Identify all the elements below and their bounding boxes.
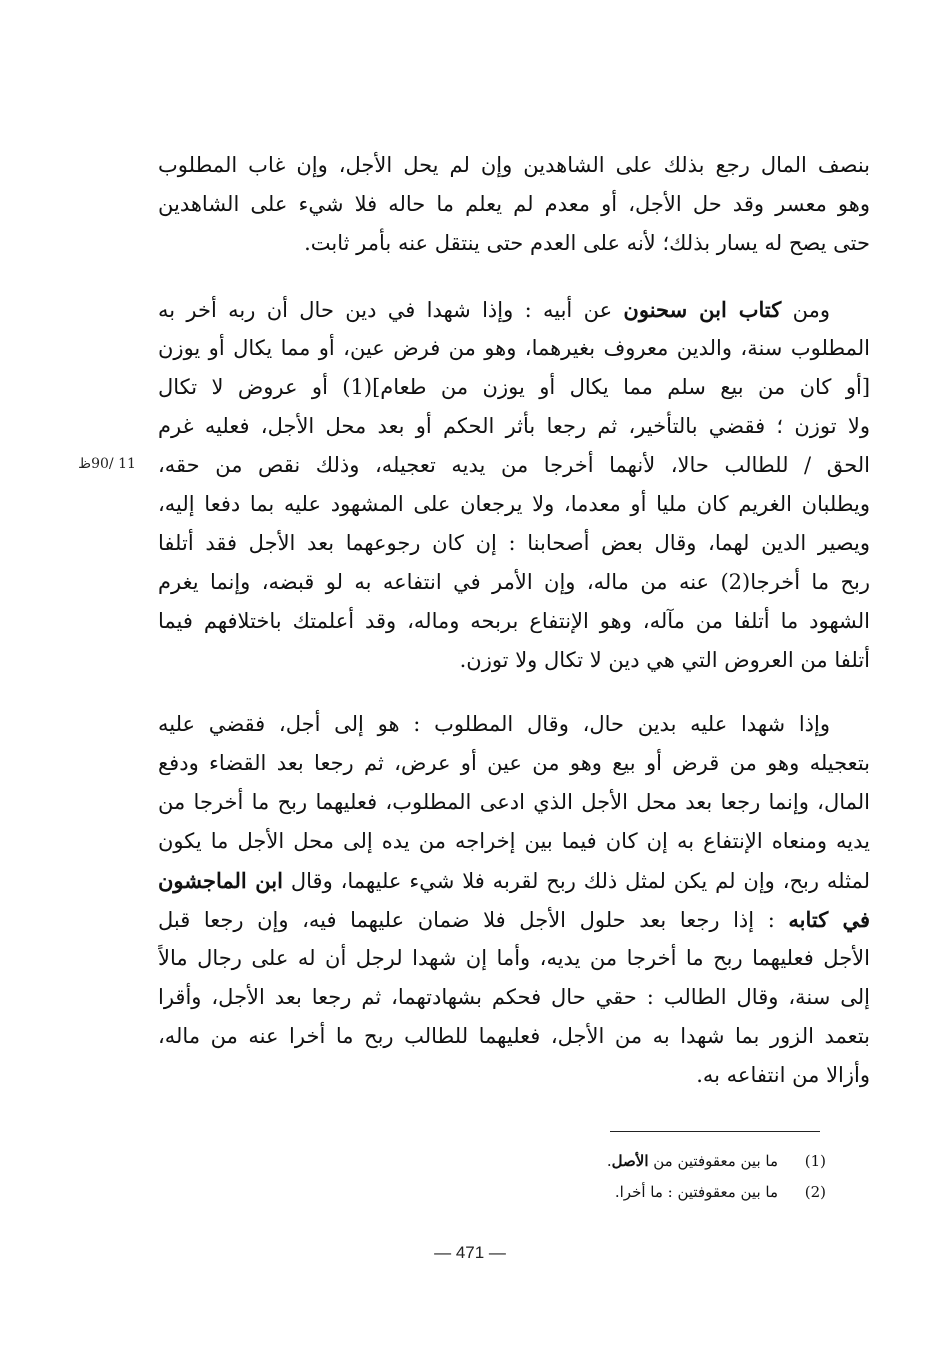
footnote-text: ما بين معقوفتين من	[648, 1152, 778, 1170]
book-reference-bold: في كتابه	[788, 907, 870, 932]
text-line: المطلوب سنة، والدين معروف بغيرهما، وهو من فرض عين، أو مما يكال أو يوزن	[158, 336, 870, 360]
text-segment: لمثله ربح، وإن لم يكن لمثل ذلك ربح لقربه فلا شيء عليهما، وقال	[282, 869, 870, 893]
book-title-bold: كتاب ابن سحنون	[623, 297, 782, 322]
text-line: أتلفا من العروض التي هي دين لا تكال ولا توزن.	[459, 648, 870, 672]
footnote-number: (2)	[804, 1183, 826, 1201]
footnote-text: ما بين معقوفتين : ما أخرا.	[614, 1183, 778, 1201]
footnote-2	[440, 1177, 826, 1208]
paragraph-2	[158, 290, 870, 680]
footnote-text: .	[606, 1152, 612, 1170]
text-line: إلى سنة، وقال الطالب : حقي حال فحكم بشهادتهما، ثم رجعا بعد الأجل، وأقرا	[158, 985, 870, 1009]
text-line: الشهود ما أتلفا من مآله، وهو الإنتفاع بربحه وماله، وقد أعلمتك باختلافهم فيما	[158, 609, 870, 633]
text-line: [أو كان من بيع سلم مما يكال أو يوزن من طعام](1) أو عروض لا تكال	[158, 375, 870, 399]
text-line	[158, 290, 870, 329]
text-line	[158, 861, 870, 900]
text-line: المال، وإنما رجعا بعد محل الأجل الذي ادعى المطلوب، فعليهما ربح ما أخرجا من	[158, 790, 870, 814]
manuscript-folio-note: 11 /90ظ	[78, 456, 136, 472]
text-line: حتى يصح له يسار بذلك؛ لأنه على العدم حتى ينتقل عنه بأمر ثابت.	[304, 231, 870, 255]
paragraph-1	[158, 146, 870, 263]
page-number: — 471 —	[434, 1243, 506, 1262]
paragraph-3	[158, 705, 870, 1095]
text-line: الحق / للطالب حالا، لأنهما أخرجا من يديه تعجيله، وذلك نقص من حقه،	[158, 453, 870, 477]
text-line: ولا توزن ؛ فقضي بالتأخير، ثم رجعا بأثر الحكم أو بعد محل الأجل، فعليه غرم	[158, 414, 870, 438]
text-line: يديه ومنعاه الإنتفاع به إن كان فيما بين إخراجه من يده إلى محل الأجل ما يكون	[158, 829, 870, 853]
footnote-1	[440, 1146, 826, 1177]
text-segment: : إذا رجعا بعد حلول الأجل فلا ضمان عليهما فيه، وإن رجعا قبل	[158, 908, 789, 932]
footnote-bold: الأصل	[611, 1152, 649, 1170]
text-line: وهو معسر وقد حل الأجل، أو معدم لم يعلم ما حاله فلا شيء على الشاهدين	[158, 192, 870, 216]
text-segment: ومن	[781, 298, 830, 322]
text-line: الأجل فعليهما ربح ما أخرجا من يديه، وأما إن شهدا لرجل أن له على رجال مالاً	[158, 946, 870, 970]
author-name-bold: ابن الماجشون	[158, 868, 283, 893]
text-line: ربح ما أخرجا(2) عنه من ماله، وإن الأمر في انتفاعه به لو قبضه، وإنما يغرم	[158, 570, 870, 594]
text-line: بتعجيله وهو من قرض أو بيع وهو من عين أو عرض، ثم رجعا بعد القضاء ودفع	[158, 751, 870, 775]
text-segment: عن أبيه : وإذا شهدا في دين حال أن ربه أخر به	[158, 298, 624, 322]
text-line: بتعمد الزور بما شهدا به من الأجل، فعليهما للطالب ربح ما أخرا عنه من ماله،	[158, 1024, 870, 1048]
footnote-separator	[610, 1131, 820, 1132]
footnotes	[440, 1146, 826, 1208]
text-line: ويطلبان الغريم كان مليا أو معدما، ولا يرجعان على المشهود عليه بما دفعا إليه،	[158, 492, 870, 516]
text-line: وأزالا من انتفاعه به.	[696, 1063, 870, 1087]
text-line: بنصف المال رجع بذلك على الشاهدين وإن لم يحل الأجل، وإن غاب المطلوب	[158, 153, 870, 177]
text-line: وإذا شهدا عليه بدين حال، وقال المطلوب : هو إلى أجل، فقضي عليه	[158, 712, 830, 736]
text-line: ويصير الدين لهما، وقال بعض أصحابنا : إن كان رجوعهما بعد الأجل فقد أتلفا	[158, 531, 870, 555]
footnote-number: (1)	[804, 1152, 826, 1170]
text-line	[158, 900, 870, 939]
